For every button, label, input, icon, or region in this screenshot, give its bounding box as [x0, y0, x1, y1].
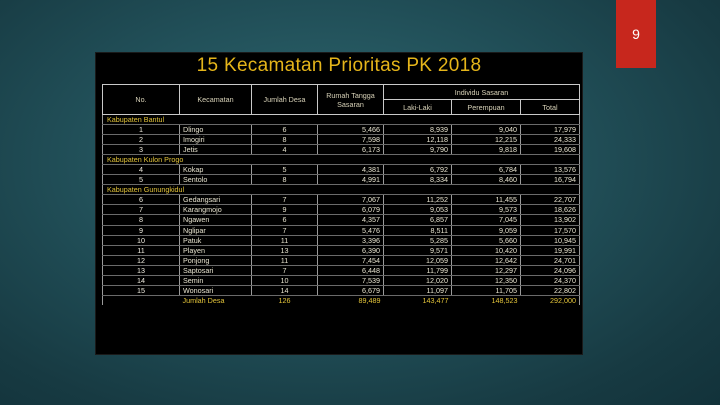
cell-rumah-tangga: 4,357 — [318, 215, 384, 225]
cell-kecamatan: Ponjong — [180, 255, 252, 265]
cell-rumah-tangga: 4,991 — [318, 175, 384, 185]
cell-kecamatan: Karangmojo — [180, 205, 252, 215]
table-row — [103, 135, 580, 145]
cell-total: 22,707 — [521, 195, 580, 205]
cell-jumlah-desa: 6 — [252, 125, 318, 135]
cell-perempuan: 9,059 — [452, 225, 521, 235]
cell-no: 5 — [103, 175, 180, 185]
cell-no: 10 — [103, 235, 180, 245]
cell-jumlah-desa: 11 — [252, 235, 318, 245]
cell-perempuan: 7,045 — [452, 215, 521, 225]
cell-laki: 9,571 — [384, 245, 452, 255]
cell-rumah-tangga: 7,454 — [318, 255, 384, 265]
header-perempuan: Perempuan — [452, 100, 521, 115]
cell-jumlah-desa: 7 — [252, 225, 318, 235]
cell-laki: 6,857 — [384, 215, 452, 225]
cell-jumlah-desa: 7 — [252, 265, 318, 275]
cell-rumah-tangga: 6,173 — [318, 145, 384, 155]
totals-rumah-tangga: 89,489 — [318, 295, 384, 305]
cell-kecamatan: Imogiri — [180, 135, 252, 145]
cell-laki: 12,059 — [384, 255, 452, 265]
page-number-badge — [616, 0, 656, 68]
cell-kecamatan: Kokap — [180, 165, 252, 175]
table-row — [103, 265, 580, 275]
cell-no: 3 — [103, 145, 180, 155]
cell-jumlah-desa: 4 — [252, 145, 318, 155]
cell-laki: 12,118 — [384, 135, 452, 145]
cell-kecamatan: Dlingo — [180, 125, 252, 135]
cell-rumah-tangga: 3,396 — [318, 235, 384, 245]
table-row — [103, 245, 580, 255]
header-kecamatan: Kecamatan — [180, 85, 252, 115]
region-row — [103, 115, 580, 125]
cell-no: 11 — [103, 245, 180, 255]
cell-laki: 6,792 — [384, 165, 452, 175]
cell-total: 22,802 — [521, 285, 580, 295]
cell-kecamatan: Nglipar — [180, 225, 252, 235]
table-row — [103, 285, 580, 295]
cell-jumlah-desa: 7 — [252, 195, 318, 205]
cell-perempuan: 12,642 — [452, 255, 521, 265]
cell-rumah-tangga: 6,390 — [318, 245, 384, 255]
cell-no: 2 — [103, 135, 180, 145]
table-row — [103, 205, 580, 215]
totals-perempuan: 148,523 — [452, 295, 521, 305]
cell-no: 8 — [103, 215, 180, 225]
region-name: Kabupaten Gunungkidul — [103, 185, 580, 195]
table-row — [103, 145, 580, 155]
cell-jumlah-desa: 10 — [252, 275, 318, 285]
region-row — [103, 155, 580, 165]
table-row — [103, 255, 580, 265]
cell-laki: 9,790 — [384, 145, 452, 155]
totals-total: 292,000 — [521, 295, 580, 305]
cell-kecamatan: Sentolo — [180, 175, 252, 185]
cell-no: 6 — [103, 195, 180, 205]
cell-kecamatan: Gedangsari — [180, 195, 252, 205]
cell-laki: 5,285 — [384, 235, 452, 245]
cell-perempuan: 9,818 — [452, 145, 521, 155]
cell-laki: 8,334 — [384, 175, 452, 185]
cell-jumlah-desa: 9 — [252, 205, 318, 215]
cell-total: 10,945 — [521, 235, 580, 245]
cell-no: 12 — [103, 255, 180, 265]
cell-rumah-tangga: 7,067 — [318, 195, 384, 205]
cell-total: 18,626 — [521, 205, 580, 215]
page-number: 9 — [632, 26, 640, 42]
totals-row — [103, 295, 580, 305]
totals-spacer — [103, 295, 180, 305]
region-row — [103, 185, 580, 195]
cell-laki: 8,511 — [384, 225, 452, 235]
table-row — [103, 225, 580, 235]
cell-perempuan: 12,350 — [452, 275, 521, 285]
cell-no: 13 — [103, 265, 180, 275]
table-row — [103, 195, 580, 205]
cell-kecamatan: Patuk — [180, 235, 252, 245]
header-laki: Laki-Laki — [384, 100, 452, 115]
cell-jumlah-desa: 14 — [252, 285, 318, 295]
cell-no: 15 — [103, 285, 180, 295]
cell-perempuan: 11,455 — [452, 195, 521, 205]
header-individu-sasaran: Individu Sasaran — [384, 85, 580, 100]
cell-total: 13,902 — [521, 215, 580, 225]
cell-no: 1 — [103, 125, 180, 135]
cell-laki: 11,097 — [384, 285, 452, 295]
cell-kecamatan: Semin — [180, 275, 252, 285]
cell-no: 4 — [103, 165, 180, 175]
table-row — [103, 125, 580, 135]
cell-perempuan: 12,297 — [452, 265, 521, 275]
cell-rumah-tangga: 6,079 — [318, 205, 384, 215]
cell-no: 7 — [103, 205, 180, 215]
cell-total: 24,333 — [521, 135, 580, 145]
cell-jumlah-desa: 5 — [252, 165, 318, 175]
cell-jumlah-desa: 8 — [252, 175, 318, 185]
cell-total: 13,576 — [521, 165, 580, 175]
cell-laki: 11,799 — [384, 265, 452, 275]
header-jumlah-desa: Jumlah Desa — [252, 85, 318, 115]
cell-jumlah-desa: 13 — [252, 245, 318, 255]
cell-rumah-tangga: 6,679 — [318, 285, 384, 295]
cell-total: 24,701 — [521, 255, 580, 265]
cell-total: 16,794 — [521, 175, 580, 185]
cell-laki: 8,939 — [384, 125, 452, 135]
cell-total: 17,570 — [521, 225, 580, 235]
cell-no: 14 — [103, 275, 180, 285]
cell-laki: 9,053 — [384, 205, 452, 215]
region-name: Kabupaten Kulon Progo — [103, 155, 580, 165]
cell-perempuan: 9,573 — [452, 205, 521, 215]
region-name: Kabupaten Bantul — [103, 115, 580, 125]
cell-perempuan: 6,784 — [452, 165, 521, 175]
cell-rumah-tangga: 5,466 — [318, 125, 384, 135]
cell-jumlah-desa: 8 — [252, 135, 318, 145]
cell-perempuan: 8,460 — [452, 175, 521, 185]
totals-label: Jumlah Desa — [180, 295, 252, 305]
table-row — [103, 215, 580, 225]
cell-total: 19,991 — [521, 245, 580, 255]
cell-jumlah-desa: 11 — [252, 255, 318, 265]
header-no: No. — [103, 85, 180, 115]
table-row — [103, 235, 580, 245]
header-rumah-tangga: Rumah Tangga Sasaran — [318, 85, 384, 115]
cell-rumah-tangga: 7,598 — [318, 135, 384, 145]
table-row — [103, 275, 580, 285]
cell-perempuan: 9,040 — [452, 125, 521, 135]
cell-total: 24,096 — [521, 265, 580, 275]
cell-perempuan: 10,420 — [452, 245, 521, 255]
cell-kecamatan: Playen — [180, 245, 252, 255]
table-row — [103, 175, 580, 185]
cell-rumah-tangga: 5,476 — [318, 225, 384, 235]
cell-total: 24,370 — [521, 275, 580, 285]
table-body — [103, 115, 580, 305]
slide-title: 15 Kecamatan Prioritas PK 2018 — [196, 55, 482, 76]
cell-rumah-tangga: 7,539 — [318, 275, 384, 285]
slide-image — [95, 52, 583, 355]
cell-perempuan: 11,705 — [452, 285, 521, 295]
cell-perempuan: 12,215 — [452, 135, 521, 145]
cell-laki: 11,252 — [384, 195, 452, 205]
cell-kecamatan: Jetis — [180, 145, 252, 155]
cell-kecamatan: Wonosari — [180, 285, 252, 295]
cell-rumah-tangga: 6,448 — [318, 265, 384, 275]
cell-no: 9 — [103, 225, 180, 235]
totals-laki: 143,477 — [384, 295, 452, 305]
header-total: Total — [521, 100, 580, 115]
cell-perempuan: 5,660 — [452, 235, 521, 245]
totals-desa: 126 — [252, 295, 318, 305]
cell-total: 17,979 — [521, 125, 580, 135]
priority-table — [102, 84, 580, 305]
table-row — [103, 165, 580, 175]
cell-laki: 12,020 — [384, 275, 452, 285]
cell-jumlah-desa: 6 — [252, 215, 318, 225]
cell-total: 19,608 — [521, 145, 580, 155]
cell-rumah-tangga: 4,381 — [318, 165, 384, 175]
cell-kecamatan: Ngawen — [180, 215, 252, 225]
cell-kecamatan: Saptosari — [180, 265, 252, 275]
